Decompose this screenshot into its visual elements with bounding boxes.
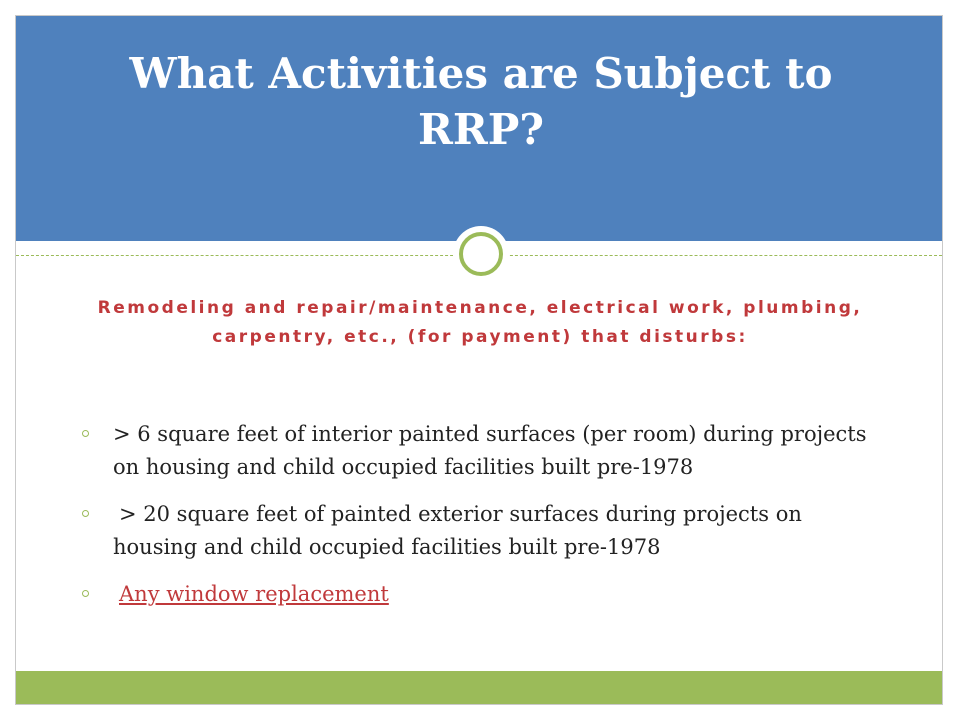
slide xyxy=(15,15,943,705)
circle-ornament-icon xyxy=(453,226,509,282)
slide-title: What Activities are Subject to RRP? xyxy=(129,49,833,154)
title-band xyxy=(16,16,942,241)
bullet-text: > 6 square feet of interior painted surfaces (per room) during projects on housing and child occupied facilities built pre-1978 xyxy=(113,422,867,479)
slide-subtitle: Remodeling and repair/maintenance, electrical work, plumbing, carpentry, etc., (for payment) that disturbs: xyxy=(97,298,863,347)
list-item xyxy=(76,498,886,564)
footer-bar xyxy=(16,671,942,704)
bullet-text: > 20 square feet of painted exterior surfaces during projects on housing and child occupied facilities built pre-1978 xyxy=(113,502,802,559)
window-replacement-link[interactable]: Any window replacement xyxy=(119,582,389,606)
bullet-list xyxy=(76,418,886,625)
bullet-circle-icon xyxy=(82,430,89,437)
bullet-circle-icon xyxy=(82,510,89,517)
bullet-circle-icon xyxy=(82,590,89,597)
list-item xyxy=(76,418,886,484)
list-item xyxy=(76,578,886,611)
